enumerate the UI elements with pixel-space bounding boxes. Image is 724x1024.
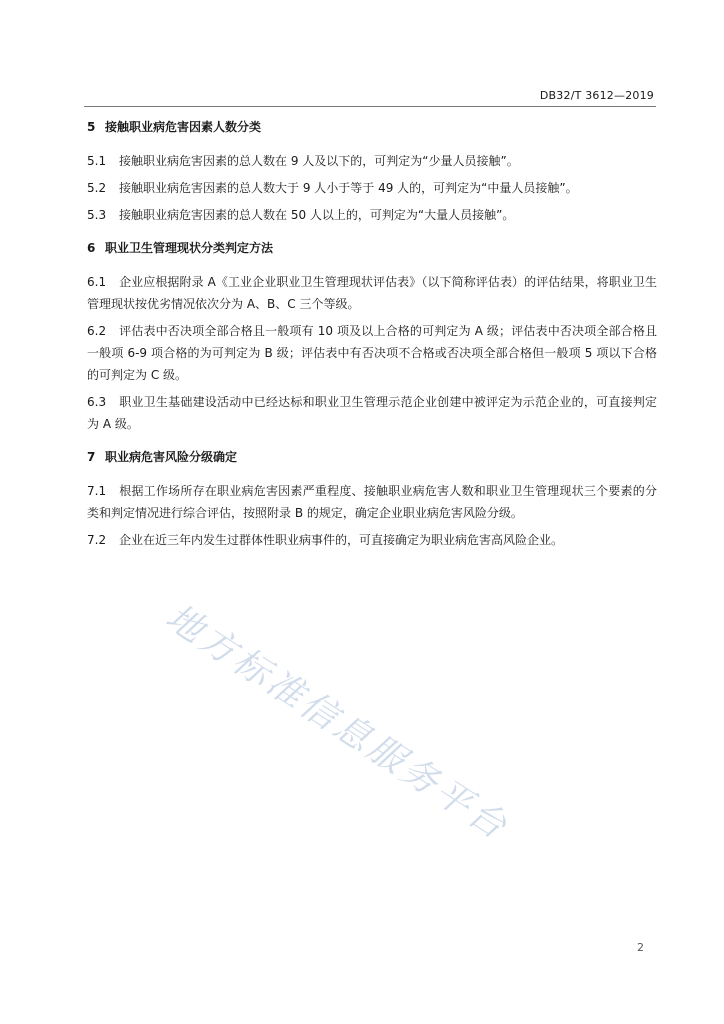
clause-number: 7.1 bbox=[87, 484, 107, 498]
clause-number: 6.1 bbox=[87, 275, 107, 289]
clause-text: 接触职业病危害因素的总人数大于 9 人小于等于 49 人的，可判定为“中量人员接触”。 bbox=[119, 181, 578, 195]
clause-number: 6.2 bbox=[87, 324, 107, 338]
section-title: 职业病危害风险分级确定 bbox=[105, 450, 238, 464]
clause-7-1 bbox=[87, 480, 657, 524]
clause-text: 企业应根据附录 A《工业企业职业卫生管理现状评估表》（以下简称评估表）的评估结果，将职业卫生管理现状按优劣情况依次分为 A、B、C 三个等级。 bbox=[87, 275, 657, 311]
clause-6-1 bbox=[87, 271, 657, 315]
clause-text: 接触职业病危害因素的总人数在 9 人及以下的，可判定为“少量人员接触”。 bbox=[119, 154, 519, 168]
section-5-heading bbox=[87, 118, 657, 136]
section-number: 7 bbox=[87, 450, 96, 464]
section-title: 职业卫生管理现状分类判定方法 bbox=[105, 241, 274, 255]
header-divider bbox=[84, 106, 656, 107]
clause-text: 职业卫生基础建设活动中已经达标和职业卫生管理示范企业创建中被评定为示范企业的，可直接判定为 A 级。 bbox=[87, 395, 657, 431]
section-number: 5 bbox=[87, 120, 96, 134]
clause-5-2 bbox=[87, 177, 657, 199]
clause-number: 7.2 bbox=[87, 533, 107, 547]
section-title: 接触职业病危害因素人数分类 bbox=[105, 120, 262, 134]
section-6-heading bbox=[87, 239, 657, 257]
section-7-heading bbox=[87, 448, 657, 466]
page-number: 2 bbox=[637, 941, 644, 954]
document-body bbox=[87, 118, 657, 551]
section-number: 6 bbox=[87, 241, 96, 255]
clause-text: 评估表中否决项全部合格且一般项有 10 项及以上合格的可判定为 A 级；评估表中否决项全部合格且一般项 6-9 项合格的为可判定为 B 级；评估表中有否决项不合格或否决项全部合格但一般项 5 项以下合格的可判定为 C 级。 bbox=[87, 324, 657, 382]
clause-5-1 bbox=[87, 150, 657, 172]
clause-7-2 bbox=[87, 529, 657, 551]
clause-number: 5.2 bbox=[87, 181, 107, 195]
clause-number: 5.1 bbox=[87, 154, 107, 168]
clause-text: 接触职业病危害因素的总人数在 50 人以上的，可判定为“大量人员接触”。 bbox=[119, 208, 515, 222]
clause-6-2 bbox=[87, 320, 657, 386]
clause-6-3 bbox=[87, 391, 657, 435]
watermark-text: 地方标准信息服务平台 bbox=[158, 596, 517, 849]
clause-number: 6.3 bbox=[87, 395, 107, 409]
document-code: DB32/T 3612—2019 bbox=[539, 89, 654, 102]
clause-5-3 bbox=[87, 204, 657, 226]
clause-text: 企业在近三年内发生过群体性职业病事件的，可直接确定为职业病危害高风险企业。 bbox=[119, 533, 564, 547]
clause-number: 5.3 bbox=[87, 208, 107, 222]
clause-text: 根据工作场所存在职业病危害因素严重程度、接触职业病危害人数和职业卫生管理现状三个要素的分类和判定情况进行综合评估，按照附录 B 的规定，确定企业职业病危害风险分级。 bbox=[87, 484, 657, 520]
